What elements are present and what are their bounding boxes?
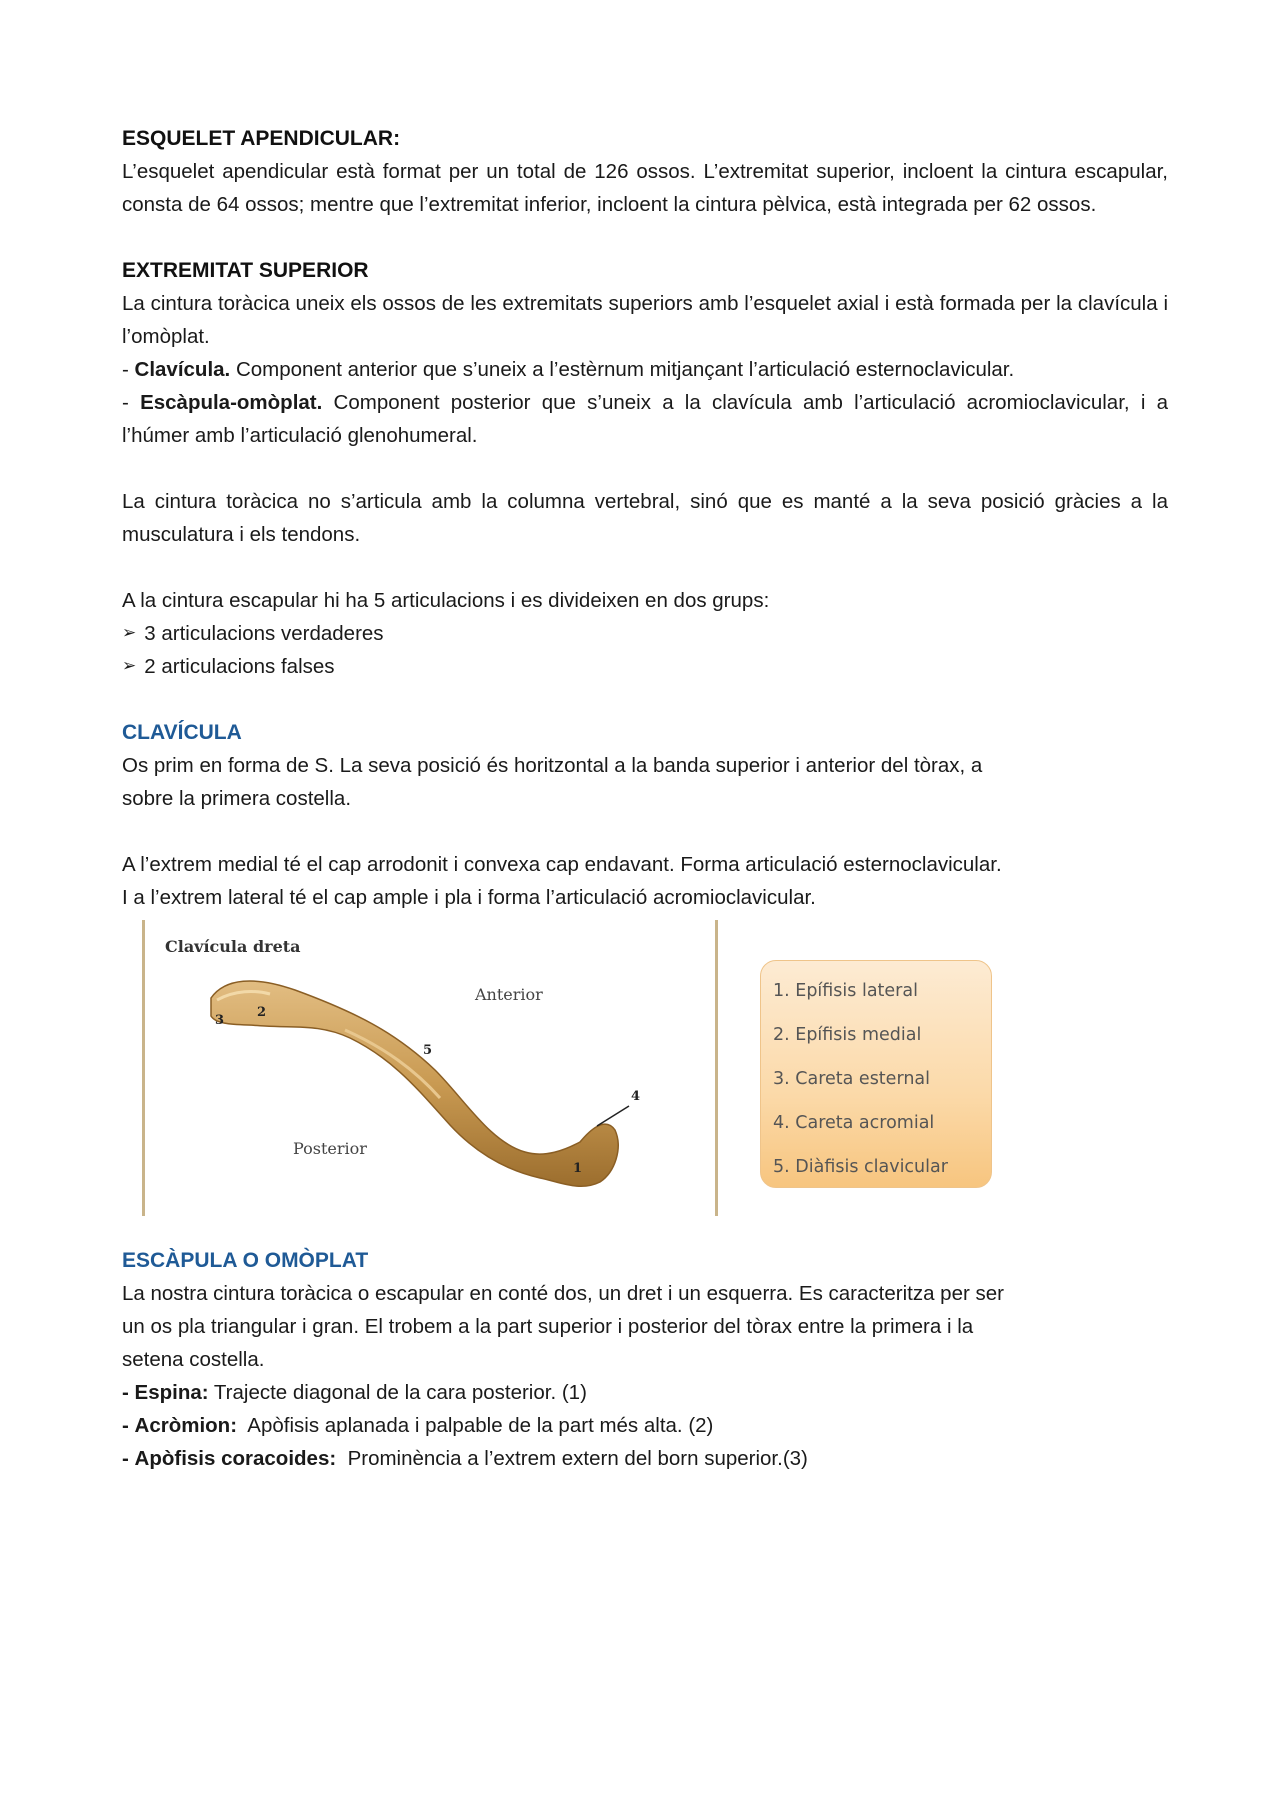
heading-extremitat-superior: EXTREMITAT SUPERIOR	[122, 259, 369, 282]
spacer	[122, 683, 1168, 716]
paragraph-esquelet-apendicular: L’esquelet apendicular està format per un total de 126 ossos. L’extremitat superior, incloent la cintura escapular, consta de 64 ossos; mentre que l’extremitat inferior, incloent la cintura pèlvica, està integrada per 62 ossos.	[122, 160, 1168, 216]
dash: -	[122, 1414, 129, 1437]
clavicle-figure-row	[122, 914, 1168, 1224]
list-item-espina	[122, 1376, 1168, 1409]
bullet-text: 3 articulacions verdaderes	[144, 622, 384, 645]
list-item-acromion	[122, 1409, 1168, 1442]
heading-esquelet-apendicular: ESQUELET APENDICULAR:	[122, 127, 401, 150]
paragraph-cintura-toracica: La cintura toràcica uneix els ossos de les extremitats superiors amb l’esquelet axial i està formada per la clavícula i l’omòplat.	[122, 292, 1168, 348]
text-line: La nostra cintura toràcica o escapular en conté dos, un dret i un esquerra. Es caracteritza per ser	[122, 1282, 1004, 1305]
paragraph-articulacions: A la cintura escapular hi ha 5 articulacions i es divideixen en dos grups:	[122, 589, 770, 612]
list-item-clavicula	[122, 353, 1168, 386]
dash: -	[122, 1447, 129, 1470]
number-5: 5	[423, 1043, 433, 1058]
clavicle-bone-image	[145, 920, 709, 1216]
number-3: 3	[215, 1013, 225, 1028]
list-item-coracoides	[122, 1442, 1168, 1475]
dash: -	[122, 391, 129, 414]
label-posterior: Posterior	[293, 1139, 367, 1158]
text-line: un os pla triangular i gran. El trobem a la part superior i posterior del tòrax entre la primera i la	[122, 1315, 974, 1338]
label-anterior: Anterior	[475, 985, 543, 1004]
leader-line	[597, 1106, 629, 1126]
bullet-item	[122, 617, 1168, 650]
legend-item: 5. Diàfisis clavicular	[773, 1157, 948, 1177]
number-4: 4	[631, 1089, 641, 1104]
dash: -	[122, 358, 129, 381]
text-line: setena costella.	[122, 1348, 265, 1371]
term-espina: Espina:	[134, 1381, 209, 1404]
bullet-item	[122, 650, 1168, 683]
text-line: sobre la primera costella.	[122, 787, 352, 810]
heading-escapula: ESCÀPULA O OMÒPLAT	[122, 1249, 369, 1272]
dash: -	[122, 1381, 129, 1404]
term-clavicula: Clavícula.	[134, 358, 231, 381]
heading-clavicula: CLAVÍCULA	[122, 721, 242, 744]
text-line: I a l’extrem lateral té el cap ample i pla i forma l’articulació acromioclavicular.	[122, 886, 816, 909]
legend-item: 1. Epífisis lateral	[773, 981, 918, 1001]
legend-item: 4. Careta acromial	[773, 1113, 935, 1133]
text-line: A l’extrem medial té el cap arrodonit i convexa cap endavant. Forma articulació esternoclavicular.	[122, 853, 1002, 876]
list-item-escapula	[122, 386, 1168, 452]
desc-clavicula: Component anterior que s’uneix a l’estèrnum mitjançant l’articulació esternoclavicular.	[230, 358, 1015, 381]
document-page	[122, 122, 1168, 1475]
spacer	[122, 551, 1168, 584]
clavicle-legend	[760, 960, 992, 1188]
legend-item: 3. Careta esternal	[773, 1069, 931, 1089]
paragraph-columna-vertebral: La cintura toràcica no s’articula amb la columna vertebral, sinó que es manté a la seva posició gràcies a la musculatura i els tendons.	[122, 490, 1168, 546]
term-coracoides: Apòfisis coracoides:	[134, 1447, 337, 1470]
desc-espina: Trajecte diagonal de la cara posterior. (1)	[208, 1381, 587, 1404]
spacer	[122, 452, 1168, 485]
spacer	[122, 221, 1168, 254]
term-escapula: Escàpula-omòplat.	[140, 391, 323, 414]
bullet-text: 2 articulacions falses	[144, 655, 335, 678]
figure-title: Clavícula dreta	[165, 937, 301, 956]
arrow-bullet-icon: ➢	[122, 656, 137, 676]
desc-coracoides: Prominència a l’extrem extern del born superior.(3)	[336, 1447, 808, 1470]
spacer	[122, 1224, 1168, 1244]
number-1: 1	[573, 1161, 583, 1176]
clavicle-illustration	[142, 920, 718, 1216]
arrow-bullet-icon: ➢	[122, 623, 137, 643]
clavicle-bone-shape	[211, 981, 618, 1186]
desc-escapula: Component posterior que s’uneix a la clavícula amb l’articulació acromioclavicular, i a l’húmer amb l’articulació glenohumeral.	[122, 391, 1169, 447]
term-acromion: Acròmion:	[134, 1414, 238, 1437]
text-line: Os prim en forma de S. La seva posició és horitzontal a la banda superior i anterior del tòrax, a	[122, 754, 983, 777]
legend-item: 2. Epífisis medial	[773, 1025, 922, 1045]
number-2: 2	[257, 1005, 267, 1020]
spacer	[122, 815, 1168, 848]
desc-acromion: Apòfisis aplanada i palpable de la part més alta. (2)	[237, 1414, 714, 1437]
